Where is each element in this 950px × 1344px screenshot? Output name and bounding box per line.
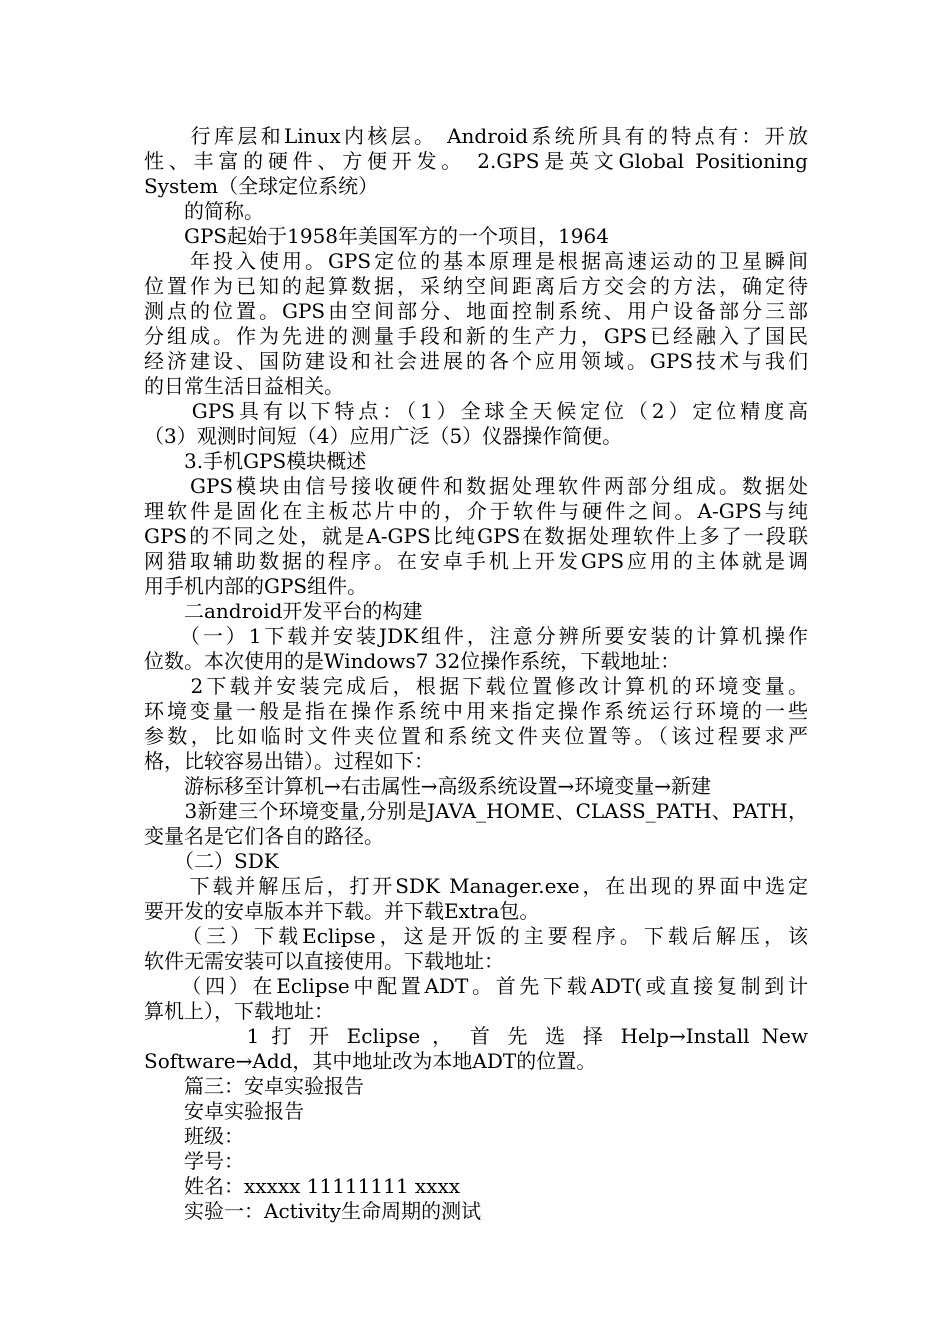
text-line: （一）1下载并安装JDK组件，注意分辨所要安装的计算机操作 xyxy=(144,624,808,648)
text-line: GPS具有以下特点：（1）全球全天候定位（2）定位精度高 xyxy=(144,399,808,423)
text-line: 2下载并安装完成后，根据下载位置修改计算机的环境变量。 xyxy=(144,674,808,698)
text-line: 1 打 开 Eclipse ， 首 先 选 择 Help→Install New xyxy=(144,1024,808,1048)
report-title: 安卓实验报告 xyxy=(144,1099,304,1123)
text-line: System（全球定位系统） xyxy=(144,174,379,198)
text-line: （四）在Eclipse中配置ADT。首先下载ADT(或直接复制到计 xyxy=(144,974,808,998)
text-line: 环境变量一般是指在操作系统中用来指定操作系统运行环境的一些 xyxy=(144,699,808,723)
section-heading: （二）SDK xyxy=(144,849,279,873)
text-line: 测点的位置。GPS由空间部分、地面控制系统、用户设备部分三部 xyxy=(144,299,808,323)
text-line: Software→Add，其中地址改为本地ADT的位置。 xyxy=(144,1049,597,1073)
text-line: （3）观测时间短（4）应用广泛（5）仪器操作简便。 xyxy=(144,424,623,448)
text-line: 3新建三个环境变量,分别是JAVA_HOME、CLASS_PATH、PATH， xyxy=(144,799,808,823)
text-line: 游标移至计算机→右击属性→高级系统设置→环境变量→新建 xyxy=(144,774,712,798)
text-line: 网猎取辅助数据的程序。在安卓手机上开发GPS应用的主体就是调 xyxy=(144,549,808,573)
section-heading: 3.手机GPS模块概述 xyxy=(144,449,367,473)
experiment-heading: 实验一：Activity生命周期的测试 xyxy=(144,1199,482,1223)
text-line: 位数。本次使用的是Windows7 32位操作系统，下载地址： xyxy=(144,649,681,673)
text-line: 的简称。 xyxy=(144,199,264,223)
text-line: 行库层和Linux内核层。 Android系统所具有的特点有：开放 xyxy=(144,124,808,148)
text-line: （三）下载Eclipse，这是开饭的主要程序。下载后解压，该 xyxy=(144,924,808,948)
text-line: 经济建设、国防建设和社会进展的各个应用领域。GPS技术与我们 xyxy=(144,349,808,373)
text-line: 年投入使用。GPS定位的基本原理是根据高速运动的卫星瞬间 xyxy=(144,249,808,273)
text-line: 参数，比如临时文件夹位置和系统文件夹位置等。（该过程要求严 xyxy=(144,724,808,748)
text-line: 要开发的安卓版本并下载。并下载Extra包。 xyxy=(144,899,540,923)
text-line: 理软件是固化在主板芯片中的，介于软件与硬件之间。A-GPS与纯 xyxy=(144,499,808,523)
text-line: GPS模块由信号接收硬件和数据处理软件两部分组成。数据处 xyxy=(144,474,808,498)
student-id-field: 学号： xyxy=(144,1149,244,1173)
section-heading: 二android开发平台的构建 xyxy=(144,599,423,623)
text-line: 位置作为已知的起算数据，采纳空间距离后方交会的方法，确定待 xyxy=(144,274,808,298)
text-line: 的日常生活日益相关。 xyxy=(144,374,344,398)
class-field: 班级： xyxy=(144,1124,244,1148)
text-line: 算机上），下载地址： xyxy=(144,999,334,1023)
text-line: GPS起始于1958年美国军方的一个项目，1964 xyxy=(144,224,609,248)
text-line: 变量名是它们各自的路径。 xyxy=(144,824,384,848)
text-line: 格，比较容易出错）。过程如下： xyxy=(144,749,434,773)
text-line: GPS的不同之处，就是A-GPS比纯GPS在数据处理软件上多了一段联 xyxy=(144,524,808,548)
text-line: 分组成。作为先进的测量手段和新的生产力，GPS已经融入了国民 xyxy=(144,324,808,348)
text-line: 性、丰富的硬件、方便开发。 2.GPS是英文Global Positioning xyxy=(144,149,808,173)
section-heading: 篇三：安卓实验报告 xyxy=(144,1074,364,1098)
text-line: 下载并解压后，打开SDK Manager.exe，在出现的界面中选定 xyxy=(144,874,808,898)
name-field: 姓名：xxxxx 11111111 xxxx xyxy=(144,1174,461,1198)
text-line: 软件无需安装可以直接使用。下载地址： xyxy=(144,949,504,973)
text-line: 用手机内部的GPS组件。 xyxy=(144,574,368,598)
